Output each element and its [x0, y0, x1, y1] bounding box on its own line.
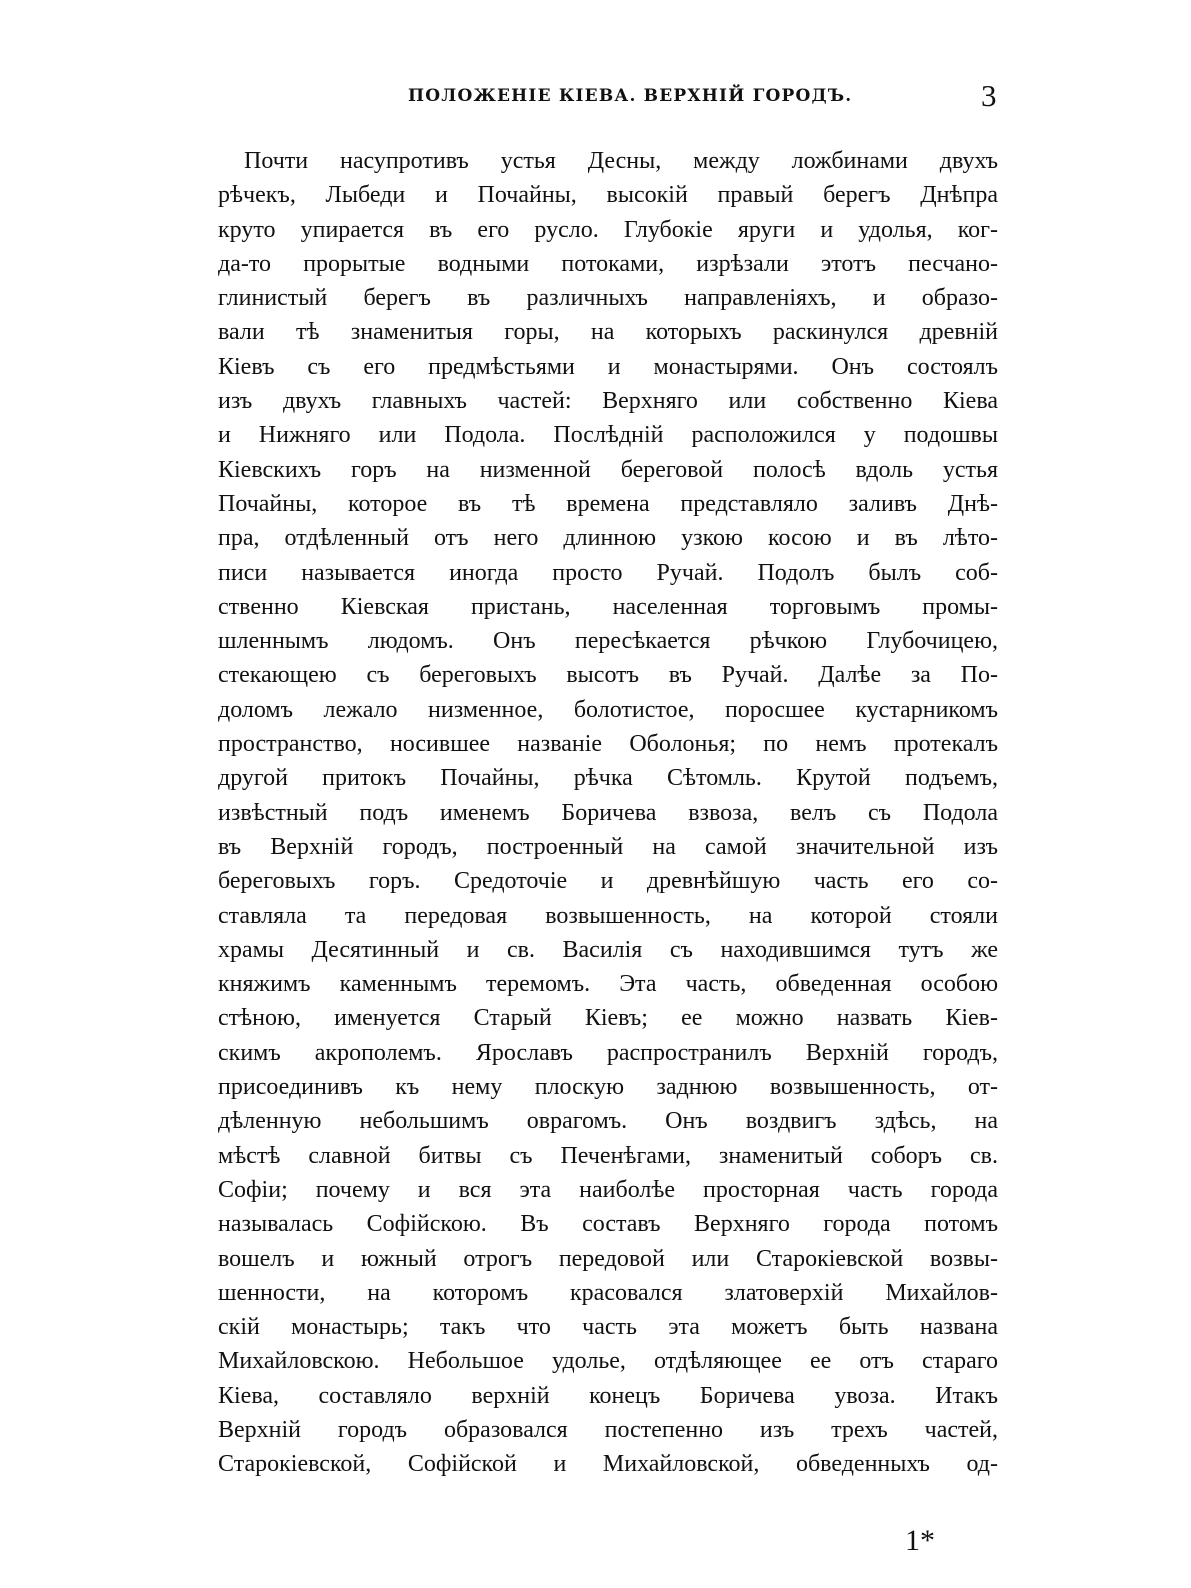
- text-line: доломъ лежало низменное, болотистое, поросшее кустарникомъ: [218, 696, 998, 723]
- text-line: пра, отдѣленный отъ него длинною узкою косою и въ лѣто-: [218, 525, 998, 552]
- running-title: ПОЛОЖЕНIЕ КIЕВА. ВЕРХНIЙ ГОРОДЪ.: [408, 86, 853, 106]
- body-text: [218, 144, 998, 1482]
- text-line: извѣстный подъ именемъ Боричева взвоза, велъ съ Подола: [218, 799, 998, 826]
- text-line: мѣстѣ славной битвы съ Печенѣгами, знаменитый соборъ св.: [218, 1142, 998, 1169]
- text-line: да-то прорытые водными потоками, изрѣзали этотъ песчано-: [218, 250, 998, 277]
- page-number: 3: [981, 78, 997, 113]
- text-line: шленнымъ людомъ. Онъ пересѣкается рѣчкою Глубочицею,: [218, 628, 998, 655]
- text-line: вошелъ и южный отрогъ передовой или Старокiевской возвы-: [218, 1245, 998, 1272]
- text-line: глинистый берегъ въ различныхъ направленiяхъ, и образо-: [218, 285, 998, 312]
- text-line: въ Верхнiй городъ, построенный на самой значительной изъ: [218, 833, 998, 860]
- text-line: стѣною, именуется Старый Кiевъ; ее можно назвать Кiев-: [218, 1005, 998, 1032]
- text-line: Почайны, которое въ тѣ времена представляло заливъ Днѣ-: [218, 490, 998, 517]
- text-line: ственно Кiевская пристань, населенная торговымъ промы-: [218, 593, 998, 620]
- text-line: Старокiевской, Софiйской и Михайловской, обведенныхъ од-: [218, 1451, 998, 1478]
- text-line: Кiевскихъ горъ на низменной береговой полосѣ вдоль устья: [218, 456, 998, 483]
- text-line: княжимъ каменнымъ теремомъ. Эта часть, обведенная особою: [218, 971, 998, 998]
- text-line: дѣленную небольшимъ оврагомъ. Онъ воздвигъ здѣсь, на: [218, 1108, 998, 1135]
- text-line: изъ двухъ главныхъ частей: Верхняго или собственно Кiева: [218, 388, 998, 415]
- text-line: Кiева, составляло верхнiй конецъ Боричева увоза. Итакъ: [218, 1382, 998, 1409]
- signature-mark: 1*: [905, 1524, 935, 1557]
- text-line: Верхнiй городъ образовался постепенно изъ трехъ частей,: [218, 1416, 998, 1443]
- text-line: и Нижняго или Подола. Послѣднiй расположился у подошвы: [218, 422, 998, 449]
- text-line: Почти насупротивъ устья Десны, между ложбинами двухъ: [244, 148, 998, 174]
- text-line: шенности, на которомъ красовался златоверхiй Михайлов-: [218, 1279, 998, 1306]
- text-line: береговыхъ горъ. Средоточiе и древнѣйшую часть его со-: [218, 868, 998, 895]
- text-line: присоединивъ къ нему плоскую заднюю возвышенность, от-: [218, 1074, 998, 1101]
- text-line: рѣчекъ, Лыбеди и Почайны, высокiй правый берегъ Днѣпра: [218, 182, 998, 209]
- text-line: храмы Десятинный и св. Василiя съ находившимся тутъ же: [218, 936, 998, 963]
- text-line: другой притокъ Почайны, рѣчка Сѣтомль. Крутой подъемъ,: [218, 765, 998, 792]
- text-line: ставляла та передовая возвышенность, на которой стояли: [218, 902, 998, 929]
- text-line: вали тѣ знаменитыя горы, на которыхъ раскинулся древнiй: [218, 319, 998, 346]
- text-line: Михайловскою. Небольшое удолье, отдѣляющее ее отъ стараго: [218, 1348, 998, 1375]
- text-line: пространство, носившее названiе Оболонья; по немъ протекалъ: [218, 731, 998, 758]
- text-line: называлась Софiйскою. Въ составъ Верхняго города потомъ: [218, 1211, 998, 1238]
- text-line: стекающею съ береговыхъ высотъ въ Ручай. Далѣе за По-: [218, 662, 998, 689]
- text-line: Кiевъ съ его предмѣстьями и монастырями. Онъ состоялъ: [218, 353, 998, 380]
- text-line: скимъ акрополемъ. Ярославъ распространилъ Верхнiй городъ,: [218, 1039, 998, 1066]
- text-line: писи называется иногда просто Ручай. Подолъ былъ соб-: [218, 559, 998, 586]
- text-line: Софiи; почему и вся эта наиболѣе просторная часть города: [218, 1176, 998, 1203]
- text-line: круто упирается въ его русло. Глубокiе яруги и удолья, ког-: [218, 216, 998, 243]
- text-line: скiй монастырь; такъ что часть эта можетъ быть названа: [218, 1314, 998, 1341]
